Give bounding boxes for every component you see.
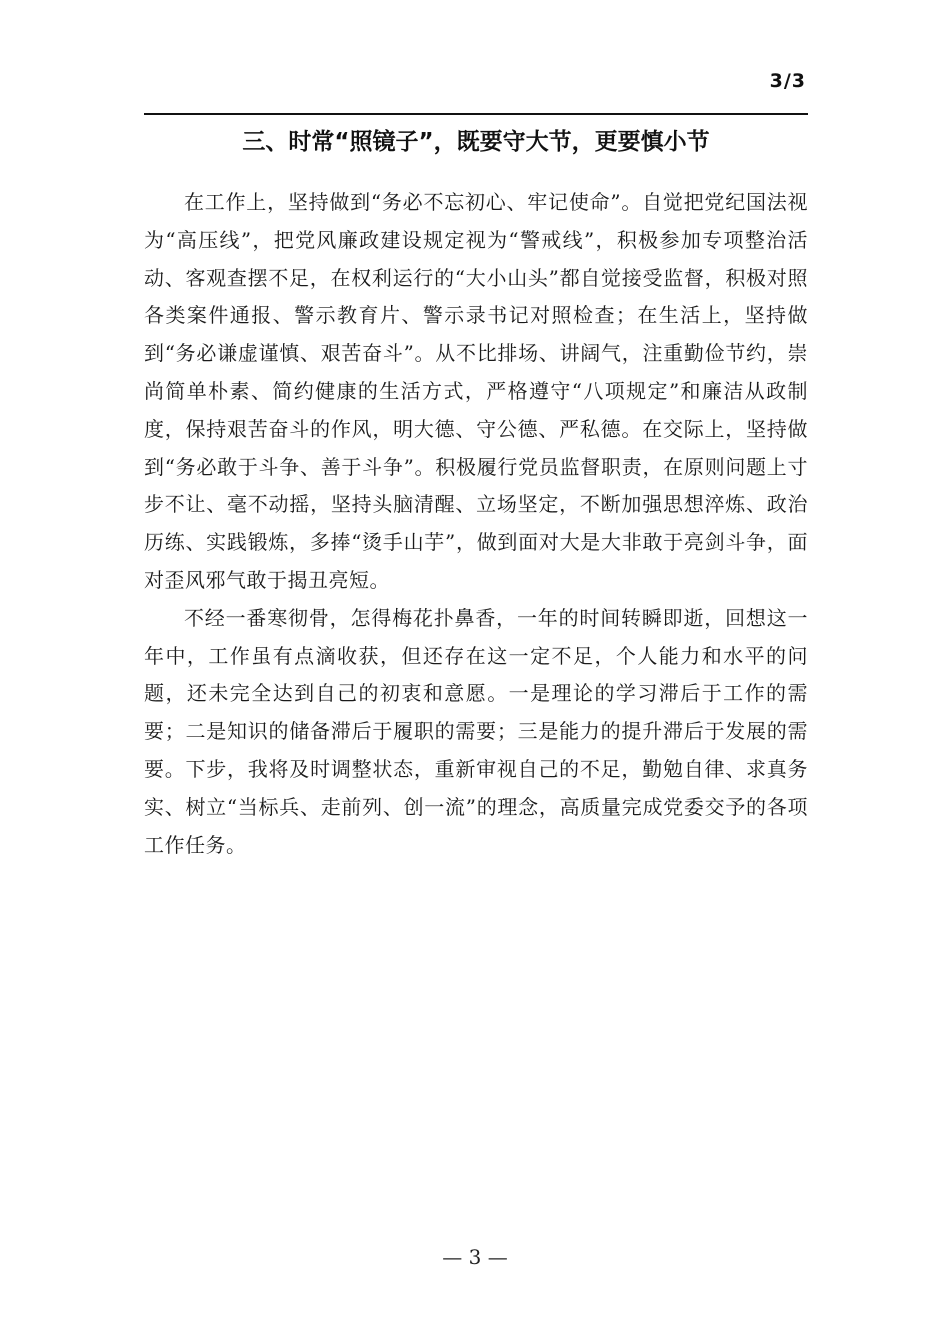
paragraph: 不经一番寒彻骨，怎得梅花扑鼻香，一年的时间转瞬即逝，回想这一年中，工作虽有点滴收获，但还存在这一定不足，个人能力和水平的问题，还未完全达到自己的初衷和意愿。一是理论的学习滞后于工作的需要；二是知识的储备滞后于履职的需要；三是能力的提升滞后于发展的需要。下步，我将及时调整状态，重新审视自己的不足，勤勉自律、求真务实、树立“当标兵、走前列、创一流”的理念，高质量完成党委交予的各项工作任务。 — [144, 605, 808, 857]
header-divider — [144, 113, 808, 115]
section-heading: 三、时常“照镜子”，既要守大节，更要慎小节 — [242, 129, 710, 155]
page-counter: 3/3 — [769, 70, 806, 92]
body-text — [144, 184, 808, 864]
footer-page-number: — 3 — — [442, 1245, 508, 1269]
paragraph: 在工作上，坚持做到“务必不忘初心、牢记使命”。自觉把党纪国法视为“高压线”，把党风廉政建设规定视为“警戒线”，积极参加专项整治活动、客观查摆不足，在权利运行的“大小山头”都自觉接受监督，积极对照各类案件通报、警示教育片、警示录书记对照检查；在生活上，坚持做到“务必谦虚谨慎、艰苦奋斗”。从不比排场、讲阔气，注重勤俭节约，崇尚简单朴素、简约健康的生活方式，严格遵守“八项规定”和廉洁从政制度，保持艰苦奋斗的作风，明大德、守公德、严私德。在交际上，坚持做到“务必敢于斗争、善于斗争”。积极履行党员监督职责，在原则问题上寸步不让、毫不动摇，坚持头脑清醒、立场坚定，不断加强思想淬炼、政治历练、实践锻炼，多捧“烫手山芋”，做到面对大是大非敢于亮剑斗争，面对歪风邪气敢于揭丑亮短。 — [144, 190, 808, 592]
